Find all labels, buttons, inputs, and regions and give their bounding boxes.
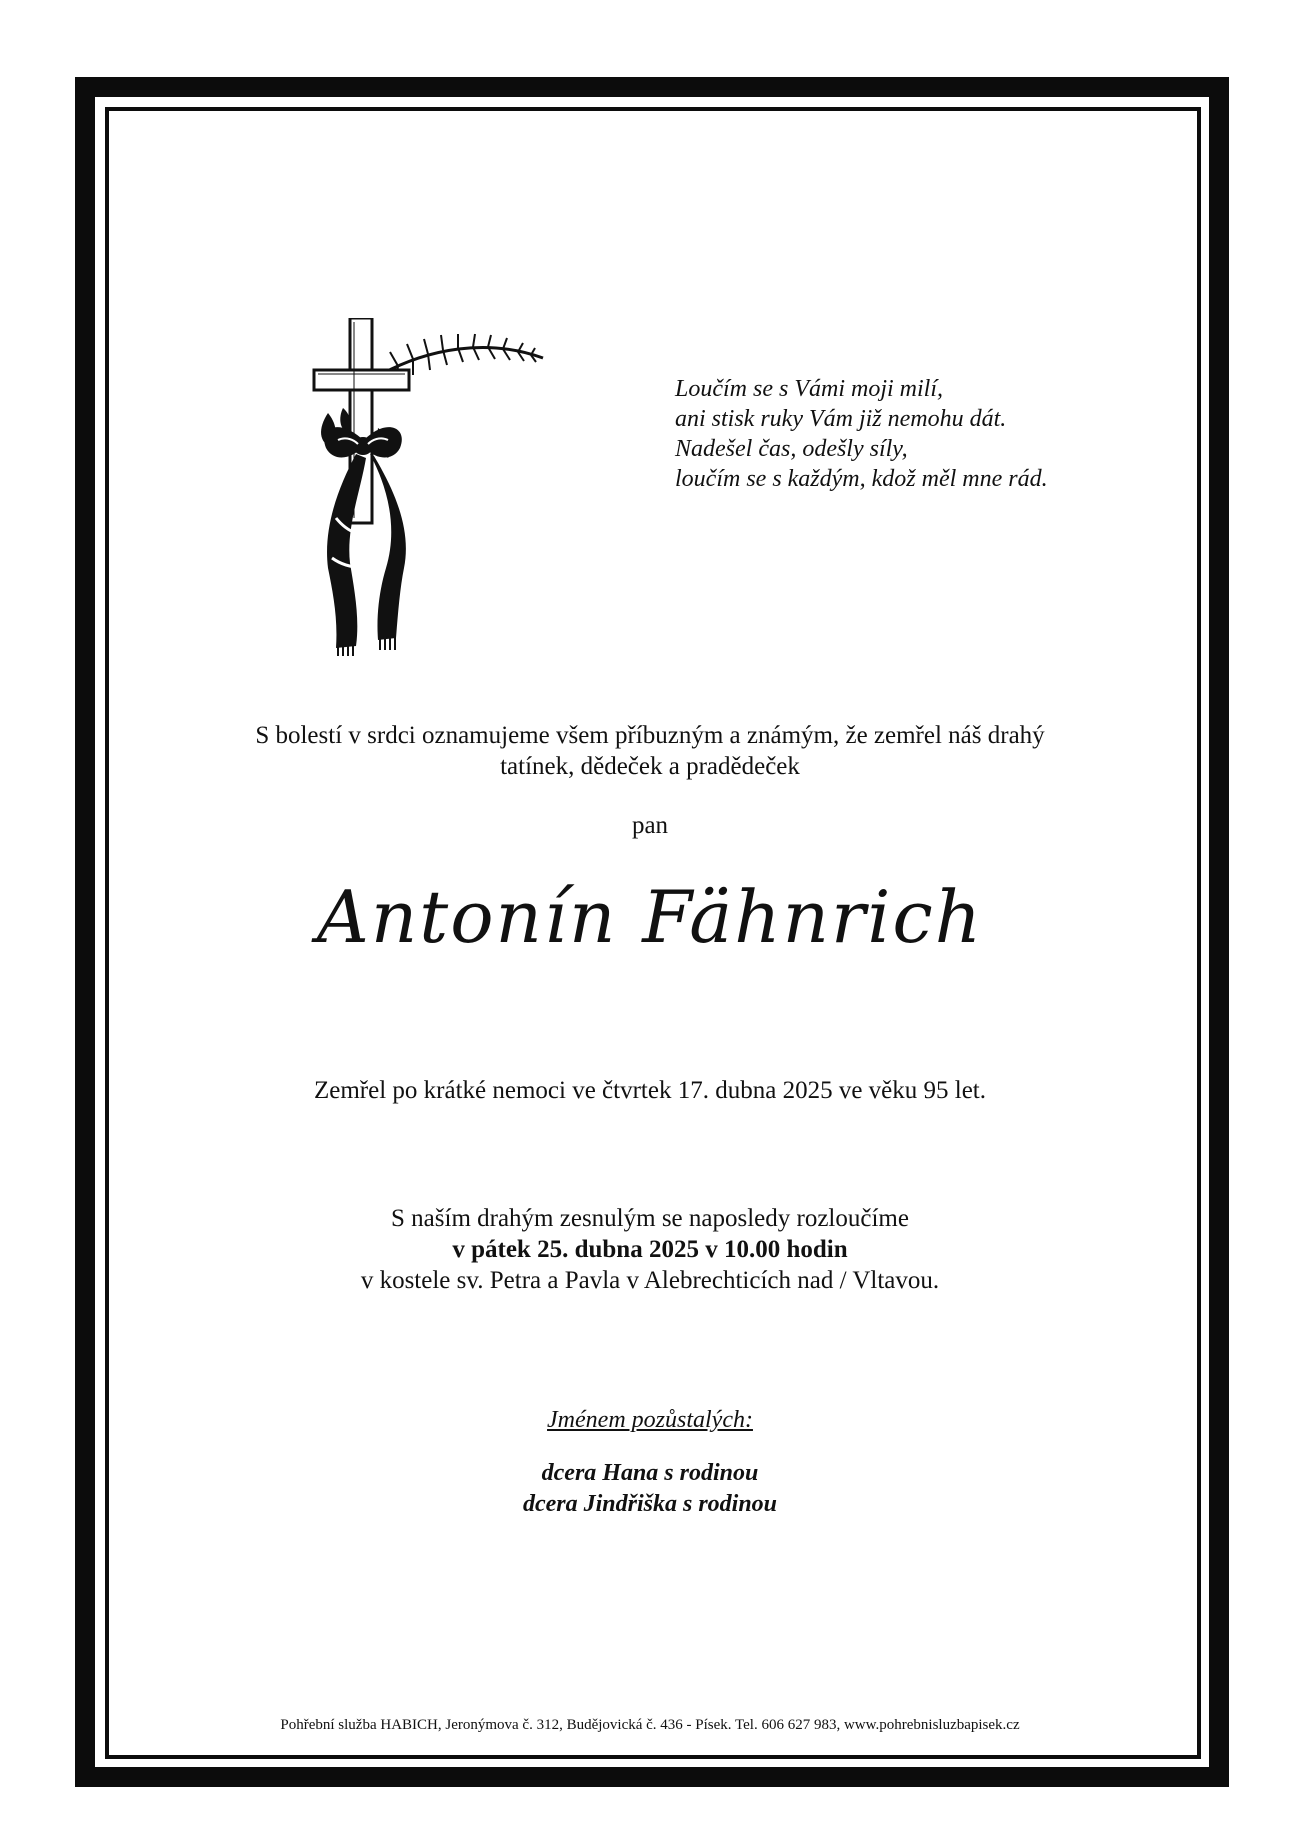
farewell-intro: S naším drahým zesnulým se naposledy rozloučíme bbox=[391, 1205, 909, 1232]
announcement-line-1: S bolestí v srdci oznamujeme všem příbuzným a známým, že zemřel náš drahý bbox=[255, 722, 1045, 749]
survivors-list bbox=[0, 1458, 1300, 1520]
funeral-details bbox=[0, 1203, 1300, 1296]
announcement-line-2: tatínek, dědeček a pradědeček bbox=[500, 753, 800, 780]
verse-line: Nadešel čas, odešly síly, bbox=[675, 436, 908, 462]
cross-with-palm-and-ribbon-icon bbox=[308, 318, 548, 658]
verse-line: ani stisk ruky Vám již nemohu dát. bbox=[675, 406, 1007, 432]
death-notice: Zemřel po krátké nemoci ve čtvrtek 17. dubna 2025 ve věku 95 let. bbox=[313, 1077, 986, 1104]
funeral-service-footer: Pohřební služba HABICH, Jeronýmova č. 312, Budějovická č. 436 - Písek. Tel. 606 627 983, www.pohrebnisluzbapisek.cz bbox=[280, 1717, 1020, 1733]
survivor-name: dcera Jindřiška s rodinou bbox=[522, 1491, 778, 1517]
honorific: pan bbox=[631, 812, 669, 839]
on-behalf-heading-text: Jménem pozůstalých: bbox=[547, 1407, 753, 1433]
verse-line: loučím se s každým, kdož měl mne rád. bbox=[675, 466, 1048, 492]
survivor-name: dcera Hana s rodinou bbox=[541, 1460, 759, 1486]
verse-line: Loučím se s Vámi moji milí, bbox=[675, 376, 943, 402]
funeral-location: v kostele sv. Petra a Pavla v Alebrechticích nad / Vltavou. bbox=[360, 1267, 940, 1294]
on-behalf-heading bbox=[0, 1407, 1300, 1434]
deceased-name: Antonín Fähnrich bbox=[316, 875, 984, 959]
farewell-verse bbox=[675, 374, 1195, 494]
announcement bbox=[0, 720, 1300, 782]
funeral-date-time: v pátek 25. dubna 2025 v 10.00 hodin bbox=[452, 1236, 848, 1263]
